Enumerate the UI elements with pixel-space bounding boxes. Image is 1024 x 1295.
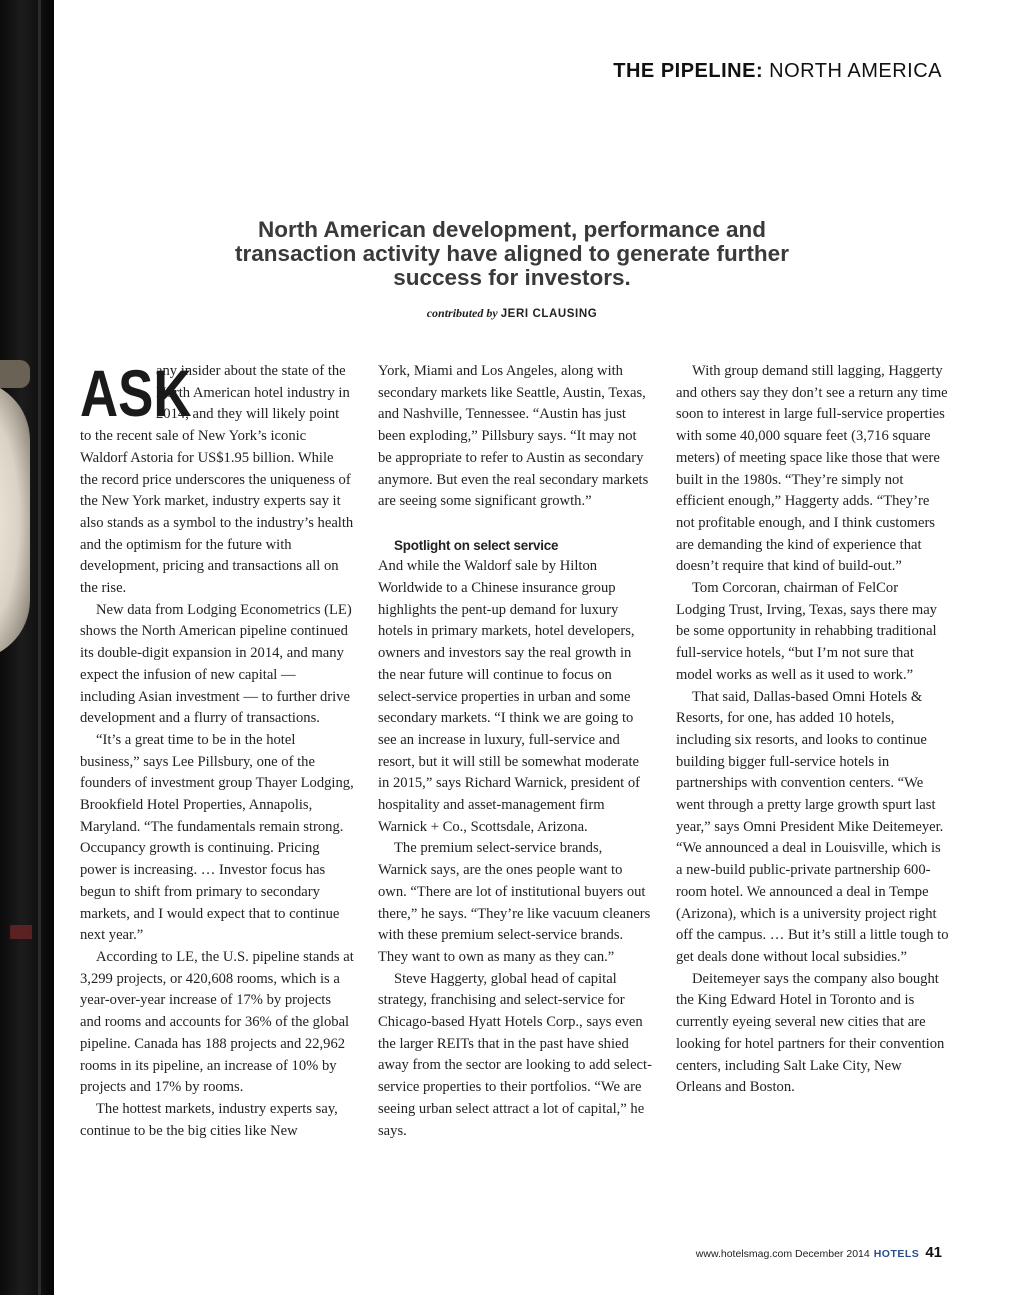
article-deck	[130, 218, 894, 290]
paragraph: Steve Haggerty, global head of capital strategy, franchising and select-service for Chicago-based Hyatt Hotels Corp., says even the larger REITs that in the past have shied away from the sector are looking to add select-service properties to their portfolios. “We are seeing urban select attract a lot of capital,” he says.	[378, 970, 652, 1139]
paragraph: any insider about the state of the North American hotel industry in 2014, and they will likely point to the recent sale of New York’s iconic Waldorf Astoria for US$1.95 billion. While the record price underscores the uniqueness of the New York market, industry experts say it also stands as a symbol to the industry’s health and the optimism for the future with development, pricing and transactions all on the rise.	[80, 363, 354, 597]
paragraph: And while the Waldorf sale by Hilton Worldwide to a Chinese insurance group highlights the pent-up demand for luxury hotels in primary markets, hotel developers, owners and investors say the real growth in the near future will continue to focus on select-service properties in urban and some secondary markets. “I think we are going to see an increase in luxury, full-service and resort, but it will still be somewhat moderate in 2015,” says Richard Warnick, president of hospitality and asset-management firm Warnick + Co., Scottsdale, Arizona.	[378, 558, 640, 835]
paragraph: New data from Lodging Econometrics (LE) shows the North American pipeline continued its double-digit expansion in 2014, and many expect the infusion of new capital — including Asian investment — to further drive development and a flurry of transactions.	[80, 601, 352, 727]
byline-contributed: contributed by	[426, 306, 498, 320]
column-3	[676, 361, 950, 1099]
column-1	[80, 356, 354, 1142]
byline-author: JERI CLAUSING	[500, 308, 598, 320]
paragraph: “It’s a great time to be in the hotel business,” says Lee Pillsbury, one of the founders of investment group Thayer Lodging, Brookfield Hotel Properties, Annapolis, Maryland. “The fundamentals remain strong. Occupancy growth is continuing. Pricing power is increasing. … Investor focus has begun to shift from primary to secondary markets, and I would expect that to continue next year.”	[80, 731, 354, 944]
footer-magazine: HOTELS	[873, 1248, 920, 1260]
page-number: 41	[925, 1244, 942, 1261]
byline	[0, 306, 1024, 321]
section-label	[613, 60, 942, 83]
photo-frame	[38, 0, 41, 1295]
column-2	[378, 361, 652, 1142]
footer-url-date: www.hotelsmag.com December 2014	[695, 1248, 870, 1260]
paragraph: With group demand still lagging, Haggerty and others say they don’t see a return any time soon to interest in large full-service properties with some 40,000 square feet (3,716 square meters) of meeting space like those that were built in the 1980s. “They’re simply not efficient enough,” Haggerty adds. “They’re not profitable enough, and I think customers are demanding the kind of experience that doesn’t require that kind of build-out.”	[676, 363, 948, 575]
paragraph: York, Miami and Los Angeles, along with secondary markets like Seattle, Austin, Texas, and Nashville, Tennessee. “Austin has just been exploding,” Pillsbury says. “It may not be appropriate to refer to Austin as secondary anymore. But even the real secondary markets are seeing some significant growth.”	[378, 363, 649, 510]
edge-photo	[0, 0, 54, 1295]
lamp-shade	[0, 380, 30, 660]
section-label-bold: THE PIPELINE:	[613, 60, 764, 82]
paragraph: The premium select-service brands, Warnick says, are the ones people want to own. “There are lot of institutional buyers out there,” he says. “They’re like vacuum cleaners with these premium select-service brands. They want to own as many as they can.”	[378, 840, 651, 965]
subheading: Spotlight on select service	[394, 537, 559, 553]
paragraph: That said, Dallas-based Omni Hotels & Resorts, for one, has added 10 hotels, including six resorts, and looks to continue building bigger full-service hotels in partnerships with convention centers. “We went through a pretty large growth spurt last year,” says Omni President Mike Deitemeyer. “We announced a deal in Louisville, which is a new-build public-private partnership 600-room hotel. We announced a deal in Tempe (Arizona), which is a university project right off the campus. … But it’s still a little tough to get deals done without local subsidies.”	[676, 688, 949, 965]
lamp-cap	[0, 360, 30, 388]
page-footer	[696, 1244, 942, 1261]
paragraph: According to LE, the U.S. pipeline stands at 3,299 projects, or 420,608 rooms, which is a year-over-year increase of 17% by projects and rooms and accounts for 36% of the global pipeline. Canada has 188 projects and 22,962 rooms in its pipeline, an increase of 10% by projects and 17% by rooms.	[80, 948, 354, 1096]
drop-cap: ASK	[80, 356, 192, 430]
deck-line: transaction activity have aligned to generate further	[235, 241, 789, 266]
paragraph-gap	[378, 513, 652, 535]
paragraph: Tom Corcoran, chairman of FelCor Lodging Trust, Irving, Texas, says there may be some opportunity in rehabbing traditional full-service hotels, “but I’m not sure that model works as well as it used to work.”	[676, 580, 937, 683]
deck-line: North American development, performance and	[257, 217, 767, 242]
paragraph: The hottest markets, industry experts say, continue to be the big cities like New	[80, 1100, 338, 1139]
section-label-rest: NORTH AMERICA	[763, 60, 942, 82]
paragraph: Deitemeyer says the company also bought the King Edward Hotel in Toronto and is currently eyeing several new cities that are looking for hotel partners for their convention centers, including Salt Lake City, New Orleans and Boston.	[676, 970, 945, 1096]
red-light	[10, 925, 32, 939]
deck-line: success for investors.	[393, 265, 631, 290]
